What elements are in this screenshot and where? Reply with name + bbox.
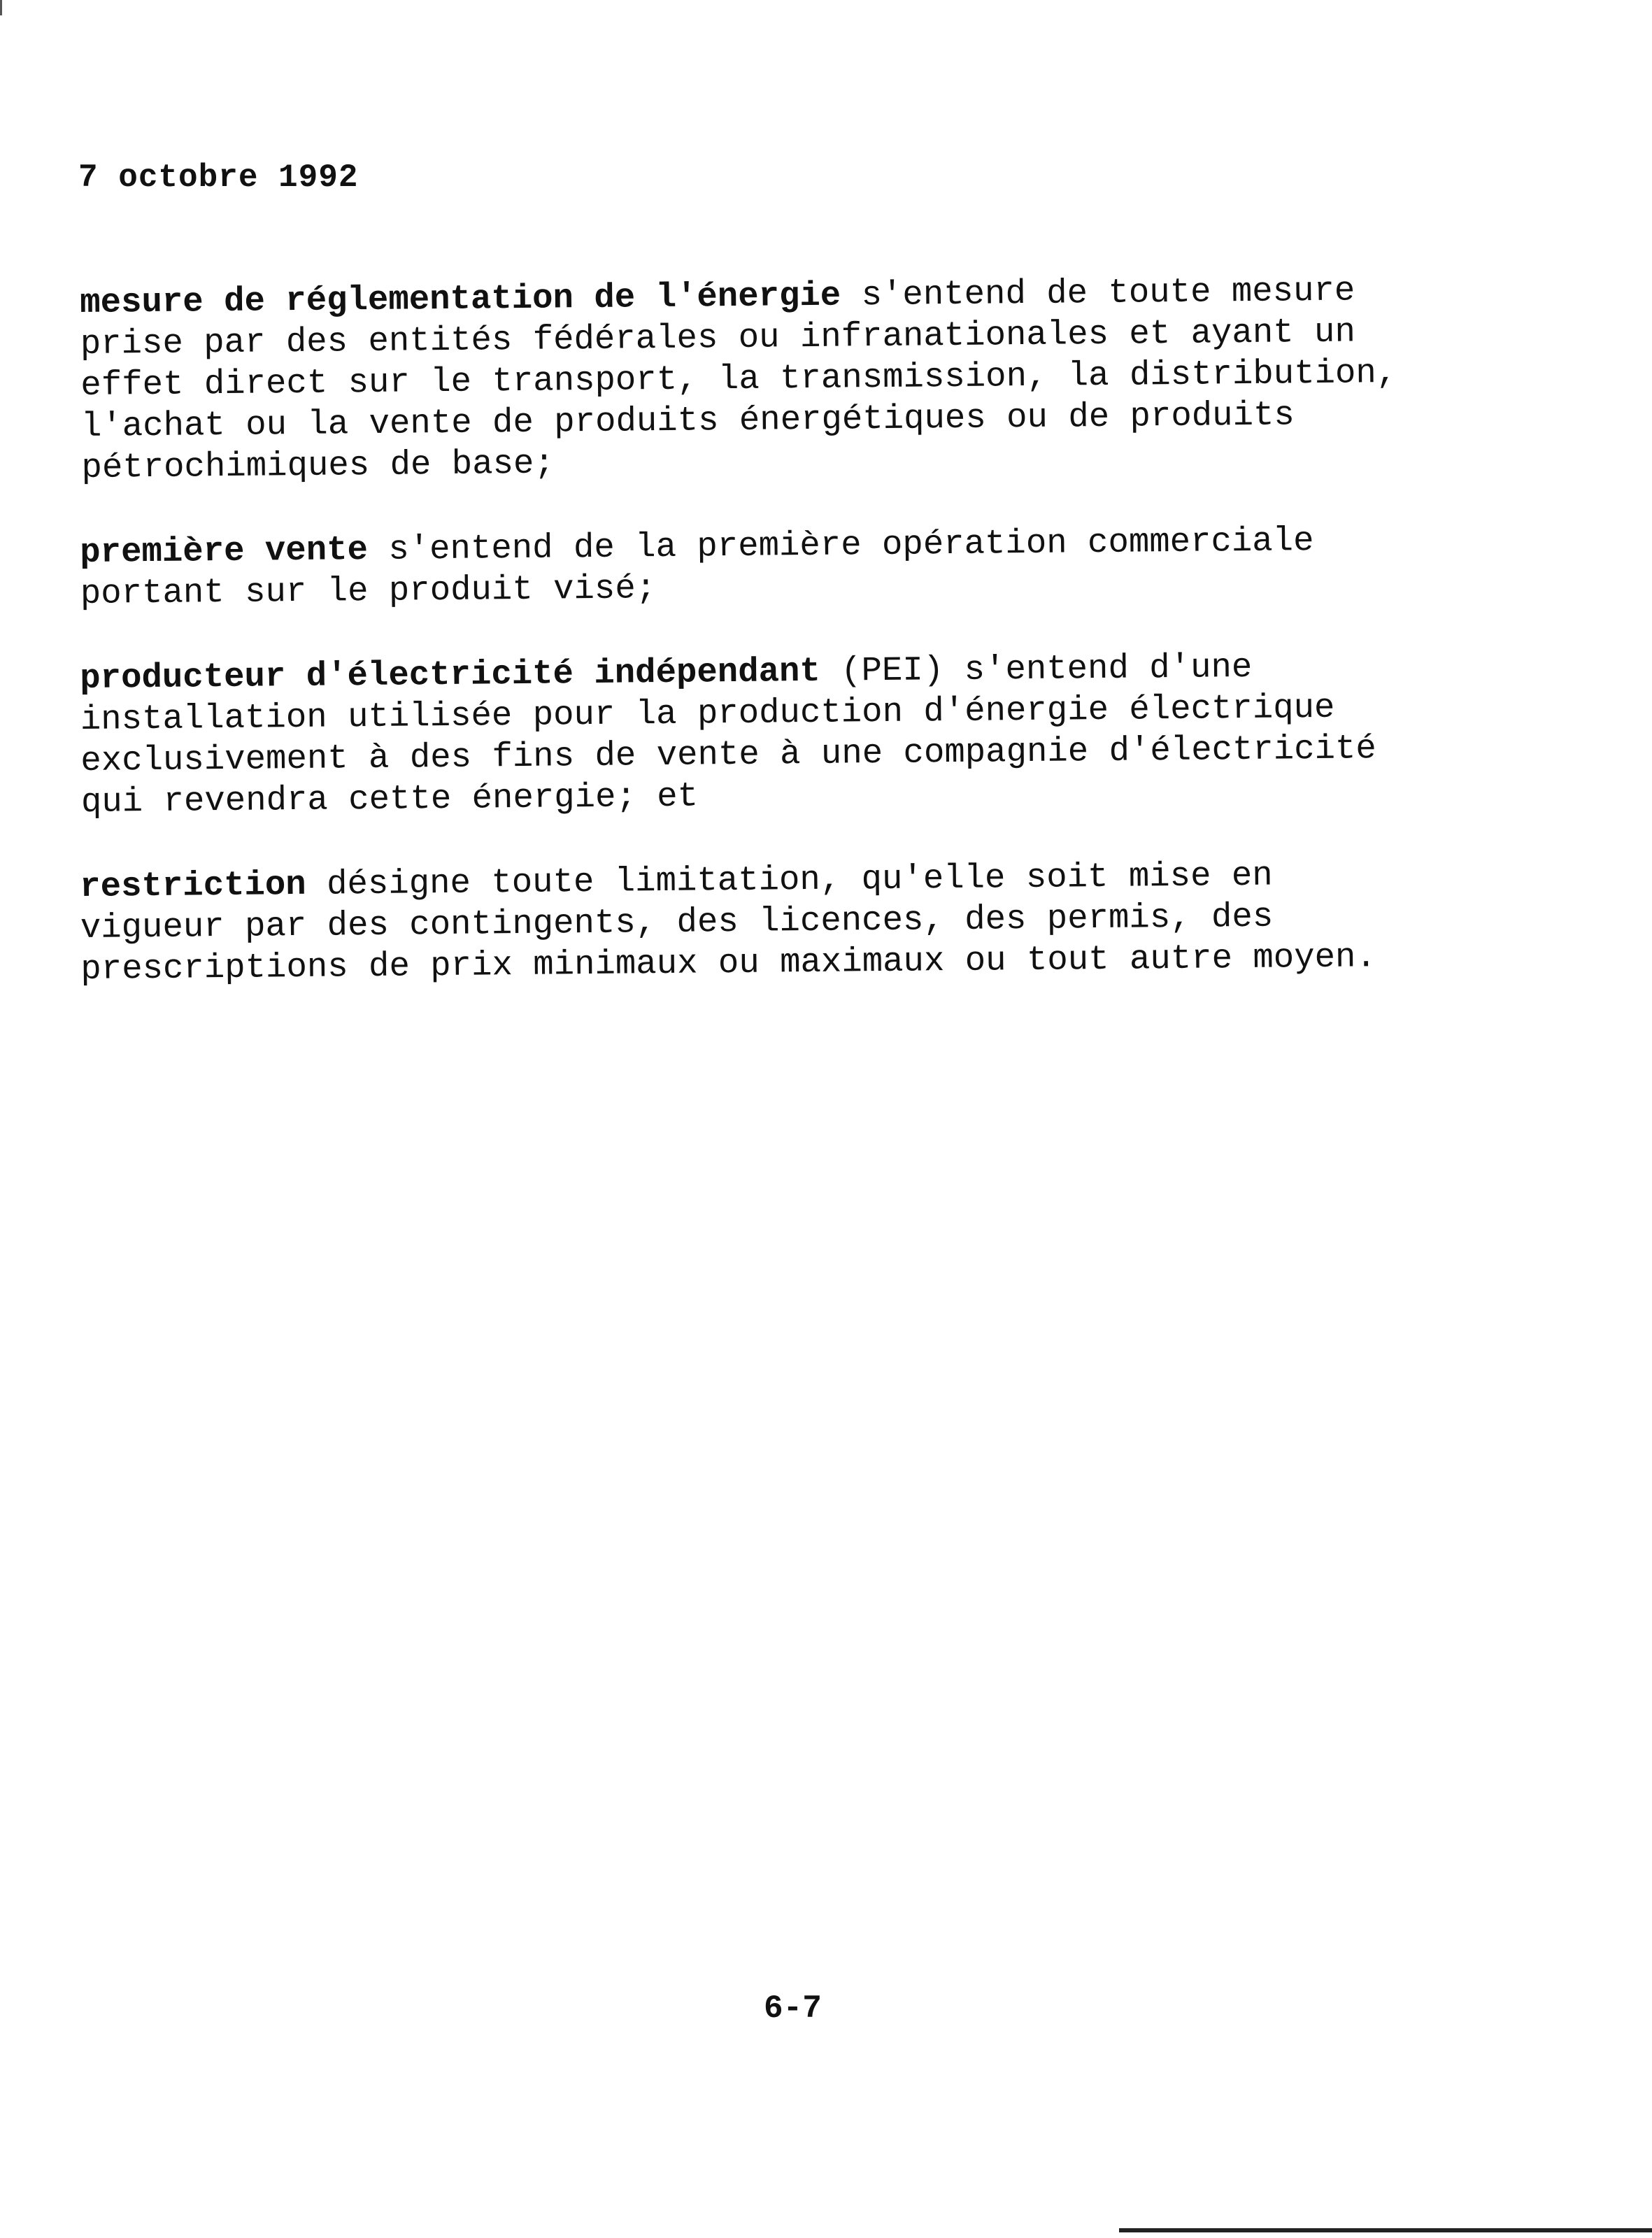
definition-mesure-reglementation xyxy=(80,269,1537,489)
definition-text: prise par des entités fédérales ou infranationales et ayant un xyxy=(80,312,1356,364)
definition-text: effet direct sur le transport, la transmission, la distribution, xyxy=(80,352,1397,405)
definition-text: (PEI) s'entend d'une xyxy=(820,647,1253,691)
definition-text: qui revendra cette énergie; et xyxy=(80,776,699,822)
definition-text: s'entend de la première opération commerciale xyxy=(367,521,1314,570)
definition-producteur-independant xyxy=(80,644,1536,823)
definition-text: désigne toute limitation, qu'elle soit mise en xyxy=(306,855,1273,904)
definition-text: s'entend de toute mesure xyxy=(840,271,1355,315)
definition-text: prescriptions de prix minimaux ou maximaux ou tout autre moyen. xyxy=(80,937,1377,989)
definition-text: vigueur par des contingents, des licences, des permis, des xyxy=(80,897,1274,948)
scan-bottom-rule xyxy=(1119,2228,1652,2232)
definitions-list xyxy=(80,271,1534,1034)
definition-text: l'achat ou la vente de produits énergétiques ou de produits xyxy=(80,395,1295,446)
definition-text: pétrochimiques de base; xyxy=(81,443,555,487)
page-number: 6-7 xyxy=(764,1990,822,2027)
definition-premiere-vente xyxy=(80,518,1535,615)
definition-term: première vente xyxy=(80,530,369,572)
document-date: 7 octobre 1992 xyxy=(78,159,359,196)
definition-term: producteur d'électricité indépendant xyxy=(80,651,821,698)
scan-edge-mark xyxy=(0,0,2,15)
definition-term: restriction xyxy=(80,864,306,906)
definition-text: installation utilisée pour la production d'énergie électrique xyxy=(80,687,1335,739)
definition-term: mesure de réglementation de l'énergie xyxy=(80,276,841,322)
definition-text: portant sur le produit visé; xyxy=(80,569,657,613)
definition-restriction xyxy=(80,853,1536,990)
definition-text: exclusivement à des fins de vente à une compagnie d'électricité xyxy=(80,729,1377,781)
